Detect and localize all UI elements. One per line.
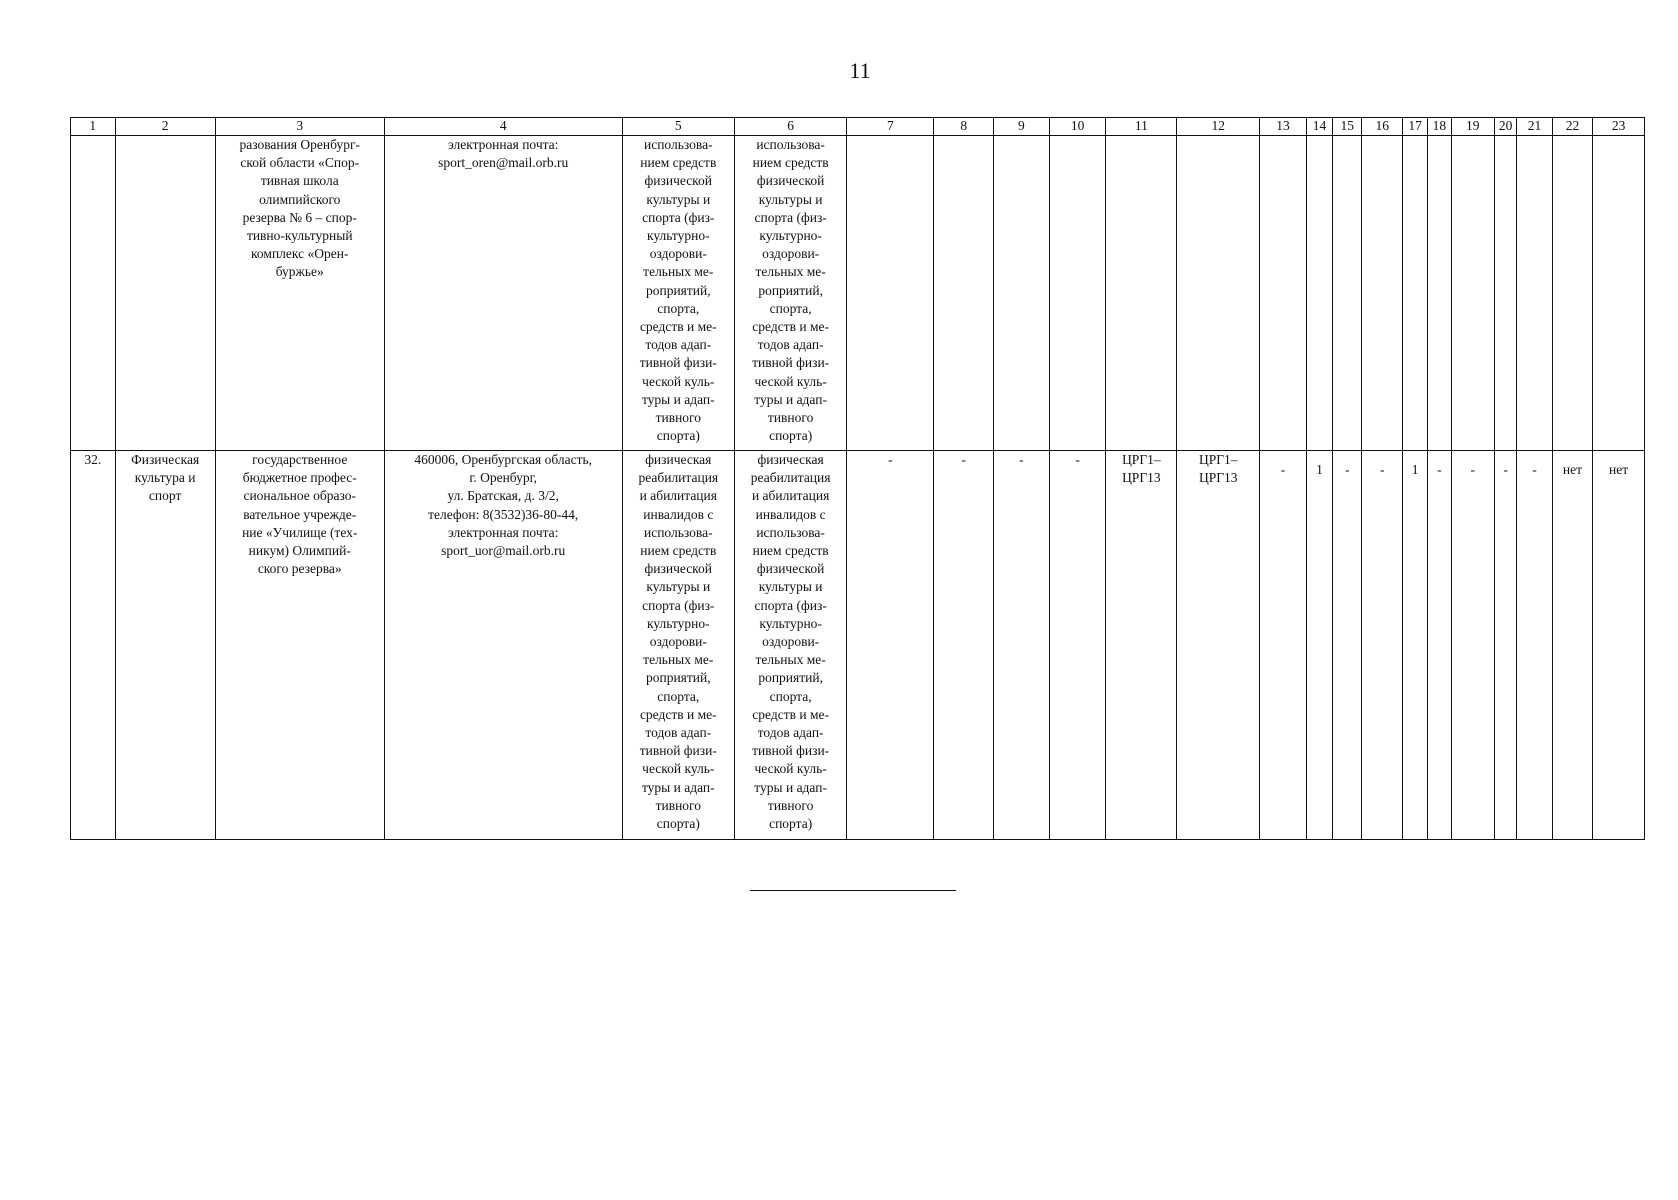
text-line: ние «Училище (тех-	[242, 524, 358, 540]
cell-category	[115, 451, 215, 840]
column-header: 7	[847, 118, 934, 136]
text-line: использова-	[643, 137, 713, 152]
cell	[1049, 136, 1106, 451]
cell-col19	[1451, 451, 1495, 840]
text-line: тивного	[767, 797, 814, 813]
page-number: 11	[849, 58, 871, 83]
text-line: физическая	[645, 452, 712, 467]
text-line: тельных ме-	[755, 652, 826, 668]
text-line: спорта,	[657, 688, 700, 704]
column-header: 4	[384, 118, 622, 136]
text-line: тельных ме-	[755, 264, 826, 280]
cell-col8: -	[934, 451, 994, 840]
text-line: ской области «Спор-	[240, 155, 360, 171]
text-line: бюджетное профес-	[242, 470, 357, 486]
text-line: роприятий,	[758, 670, 823, 686]
column-header: 17	[1402, 118, 1427, 136]
column-header: 14	[1306, 118, 1332, 136]
text-line: физической	[756, 561, 825, 577]
text-line: спорта)	[656, 816, 700, 832]
cell-num: 32.	[71, 451, 116, 840]
cell-address	[384, 451, 622, 840]
text-line: тивной физи-	[752, 355, 830, 371]
column-header: 19	[1451, 118, 1495, 136]
cell-organization-name	[215, 136, 384, 451]
text-line: ского резерва»	[257, 561, 342, 577]
column-header: 1	[71, 118, 116, 136]
text-line: спорта (физ-	[642, 597, 715, 613]
text-line: физической	[644, 561, 713, 577]
text-line: ЦРГ1–	[1122, 452, 1161, 467]
text-line: электронная почта:	[447, 137, 559, 152]
text-line: Физическая	[131, 452, 200, 467]
cell-col11	[1106, 451, 1177, 840]
column-header: 13	[1260, 118, 1307, 136]
text-line: средств и ме-	[752, 319, 829, 335]
text-line: оздорови-	[649, 246, 707, 262]
text-line: средств и ме-	[639, 706, 717, 722]
cell	[1106, 136, 1177, 451]
text-line: sport_uor@mail.orb.ru	[441, 543, 566, 559]
cell	[934, 136, 994, 451]
cell-col13	[1260, 451, 1307, 840]
text-line: оздорови-	[649, 634, 707, 650]
text-line: электронная почта:	[447, 524, 559, 540]
text-line: культурно-	[759, 615, 822, 631]
cell-organization-name	[215, 451, 384, 840]
text-line: физической	[644, 173, 713, 189]
cell	[1495, 136, 1517, 451]
cell-num	[71, 136, 116, 451]
text-line: культурно-	[646, 615, 710, 631]
cell-col18	[1428, 451, 1451, 840]
cell-activity	[622, 136, 734, 451]
cell-col7: -	[847, 451, 934, 840]
text-line: ЦРГ13	[1198, 470, 1238, 486]
cell-activity-2	[734, 451, 846, 840]
text-line: тельных ме-	[643, 264, 714, 280]
cell	[1260, 136, 1307, 451]
text-line: резерва № 6 – спор-	[242, 209, 357, 225]
cell-col16	[1362, 451, 1402, 840]
text-line: г. Оренбург,	[469, 470, 538, 486]
text-line: буржье»	[275, 264, 324, 280]
text-line: спорта)	[656, 428, 700, 444]
cell-activity	[622, 451, 734, 840]
cell-value: -	[1470, 462, 1476, 477]
text-line: оздорови-	[762, 246, 820, 262]
cell-col17	[1402, 451, 1427, 840]
cell	[1402, 136, 1427, 451]
cell-col23	[1593, 451, 1645, 840]
text-line: спорта,	[769, 688, 812, 704]
text-line: нием средств	[640, 543, 717, 559]
text-line: культуры и	[758, 579, 823, 595]
text-line: роприятий,	[645, 670, 711, 686]
cell-value: нет	[1609, 462, 1629, 477]
text-line: комплекс «Орен-	[251, 246, 349, 262]
text-line: инвалидов с	[755, 506, 826, 522]
text-line: ческой куль-	[754, 761, 827, 777]
cell	[1451, 136, 1495, 451]
text-line: культуры и	[646, 191, 711, 207]
column-header: 2	[115, 118, 215, 136]
cell	[1593, 136, 1645, 451]
text-line: роприятий,	[645, 282, 711, 298]
column-header: 23	[1593, 118, 1645, 136]
cell-value: нет	[1562, 462, 1583, 477]
column-header: 3	[215, 118, 384, 136]
text-line: ческой куль-	[642, 761, 715, 777]
text-line: ЦРГ1–	[1198, 452, 1238, 467]
cell-col10: -	[1049, 451, 1106, 840]
cell	[1517, 136, 1552, 451]
column-header: 20	[1495, 118, 1517, 136]
text-line: использова-	[643, 524, 713, 540]
text-line: тивной физи-	[752, 743, 830, 759]
text-line: разования Оренбург-	[239, 137, 361, 152]
text-line: нием средств	[752, 155, 829, 171]
text-line: тивная школа	[260, 173, 339, 189]
text-line: туры и адап-	[754, 779, 827, 795]
column-header: 12	[1177, 118, 1260, 136]
cell-col9: -	[994, 451, 1050, 840]
text-line: спорта (физ-	[642, 209, 715, 225]
text-line: никум) Олимпий-	[248, 543, 351, 559]
column-header: 18	[1428, 118, 1451, 136]
text-line: туры и адап-	[641, 779, 715, 795]
cell-value: -	[1437, 462, 1442, 477]
column-header: 9	[994, 118, 1050, 136]
cell	[1552, 136, 1592, 451]
text-line: государственное	[252, 452, 348, 467]
text-line: тодов адап-	[645, 337, 712, 353]
cell	[847, 136, 934, 451]
text-line: тивно-культурный	[246, 228, 353, 244]
text-line: средств и ме-	[752, 706, 829, 722]
cell-col15	[1333, 451, 1362, 840]
text-line: культуры и	[758, 191, 823, 207]
text-line: ул. Братская, д. 3/2,	[447, 488, 559, 504]
text-line: спорта)	[769, 428, 813, 444]
cell	[994, 136, 1050, 451]
text-line: туры и адап-	[641, 391, 715, 407]
cell-value: 1	[1316, 462, 1323, 477]
text-line: использова-	[756, 137, 825, 152]
end-rule	[750, 890, 956, 891]
text-line: культура и	[134, 470, 196, 486]
column-header: 5	[622, 118, 734, 136]
text-line: сиональное образо-	[243, 488, 357, 504]
text-line: ЦРГ13	[1122, 470, 1161, 486]
text-line: культурно-	[646, 228, 710, 244]
text-line: физической	[756, 173, 825, 189]
text-line: тивного	[655, 797, 702, 813]
cell-col21	[1517, 451, 1552, 840]
column-header: 16	[1362, 118, 1402, 136]
cell-activity-2	[734, 136, 846, 451]
text-line: реабилитация	[750, 470, 831, 486]
cell	[1362, 136, 1402, 451]
text-line: вательное учрежде-	[243, 506, 357, 522]
cell-value: -	[1280, 462, 1286, 477]
column-header: 21	[1517, 118, 1552, 136]
cell-col22	[1552, 451, 1592, 840]
cell-value: -	[1345, 462, 1350, 477]
column-header: 10	[1049, 118, 1106, 136]
text-line: физическая	[757, 452, 824, 467]
column-header: 6	[734, 118, 846, 136]
text-line: тодов адап-	[757, 337, 824, 353]
cell	[1306, 136, 1332, 451]
text-line: спорта)	[769, 816, 813, 832]
text-line: культурно-	[759, 228, 822, 244]
text-line: тодов адап-	[645, 725, 712, 741]
text-line: и абилитация	[751, 488, 830, 504]
table-row-32	[71, 451, 1645, 840]
text-line: тивного	[767, 410, 814, 426]
cell	[1428, 136, 1451, 451]
cell-col12	[1177, 451, 1260, 840]
cell-address	[384, 136, 622, 451]
header-row	[71, 118, 1645, 136]
text-line: использова-	[756, 524, 825, 540]
text-line: нием средств	[752, 543, 829, 559]
table-row-continuation	[71, 136, 1645, 451]
text-line: оздорови-	[762, 634, 820, 650]
cell-col14	[1306, 451, 1332, 840]
cell-category	[115, 136, 215, 451]
text-line: спорта,	[657, 300, 700, 316]
text-line: туры и адап-	[754, 391, 827, 407]
text-line: тивного	[655, 410, 702, 426]
cell-col20	[1495, 451, 1517, 840]
text-line: спорта (физ-	[754, 597, 827, 613]
text-line: спорта (физ-	[754, 209, 827, 225]
text-line: культуры и	[646, 579, 711, 595]
text-line: роприятий,	[758, 282, 823, 298]
text-line: олимпийского	[259, 191, 341, 207]
text-line: спорта,	[769, 300, 812, 316]
cell	[1177, 136, 1260, 451]
column-header: 22	[1552, 118, 1592, 136]
cell	[1333, 136, 1362, 451]
text-line: средств и ме-	[639, 319, 717, 335]
column-header: 11	[1106, 118, 1177, 136]
text-line: sport_oren@mail.orb.ru	[438, 155, 569, 171]
text-line: спорт	[148, 488, 182, 504]
text-line: инвалидов с	[643, 506, 714, 522]
cell-value: -	[1379, 462, 1385, 477]
text-line: реабилитация	[638, 470, 719, 486]
text-line: тельных ме-	[643, 652, 714, 668]
cell-value: 1	[1411, 462, 1419, 477]
text-line: телефон: 8(3532)36-80-44,	[428, 506, 579, 522]
text-line: тивной физи-	[639, 743, 717, 759]
text-line: тивной физи-	[639, 355, 717, 371]
text-line: ческой куль-	[642, 373, 715, 389]
text-line: тодов адап-	[757, 725, 824, 741]
cell-value: -	[1503, 462, 1508, 477]
text-line: 460006, Оренбургская область,	[414, 452, 593, 467]
column-header: 8	[934, 118, 994, 136]
register-table	[70, 117, 1645, 840]
text-line: ческой куль-	[754, 373, 827, 389]
text-line: и абилитация	[639, 488, 717, 504]
text-line: нием средств	[640, 155, 717, 171]
cell-value: -	[1532, 462, 1537, 477]
column-header: 15	[1333, 118, 1362, 136]
